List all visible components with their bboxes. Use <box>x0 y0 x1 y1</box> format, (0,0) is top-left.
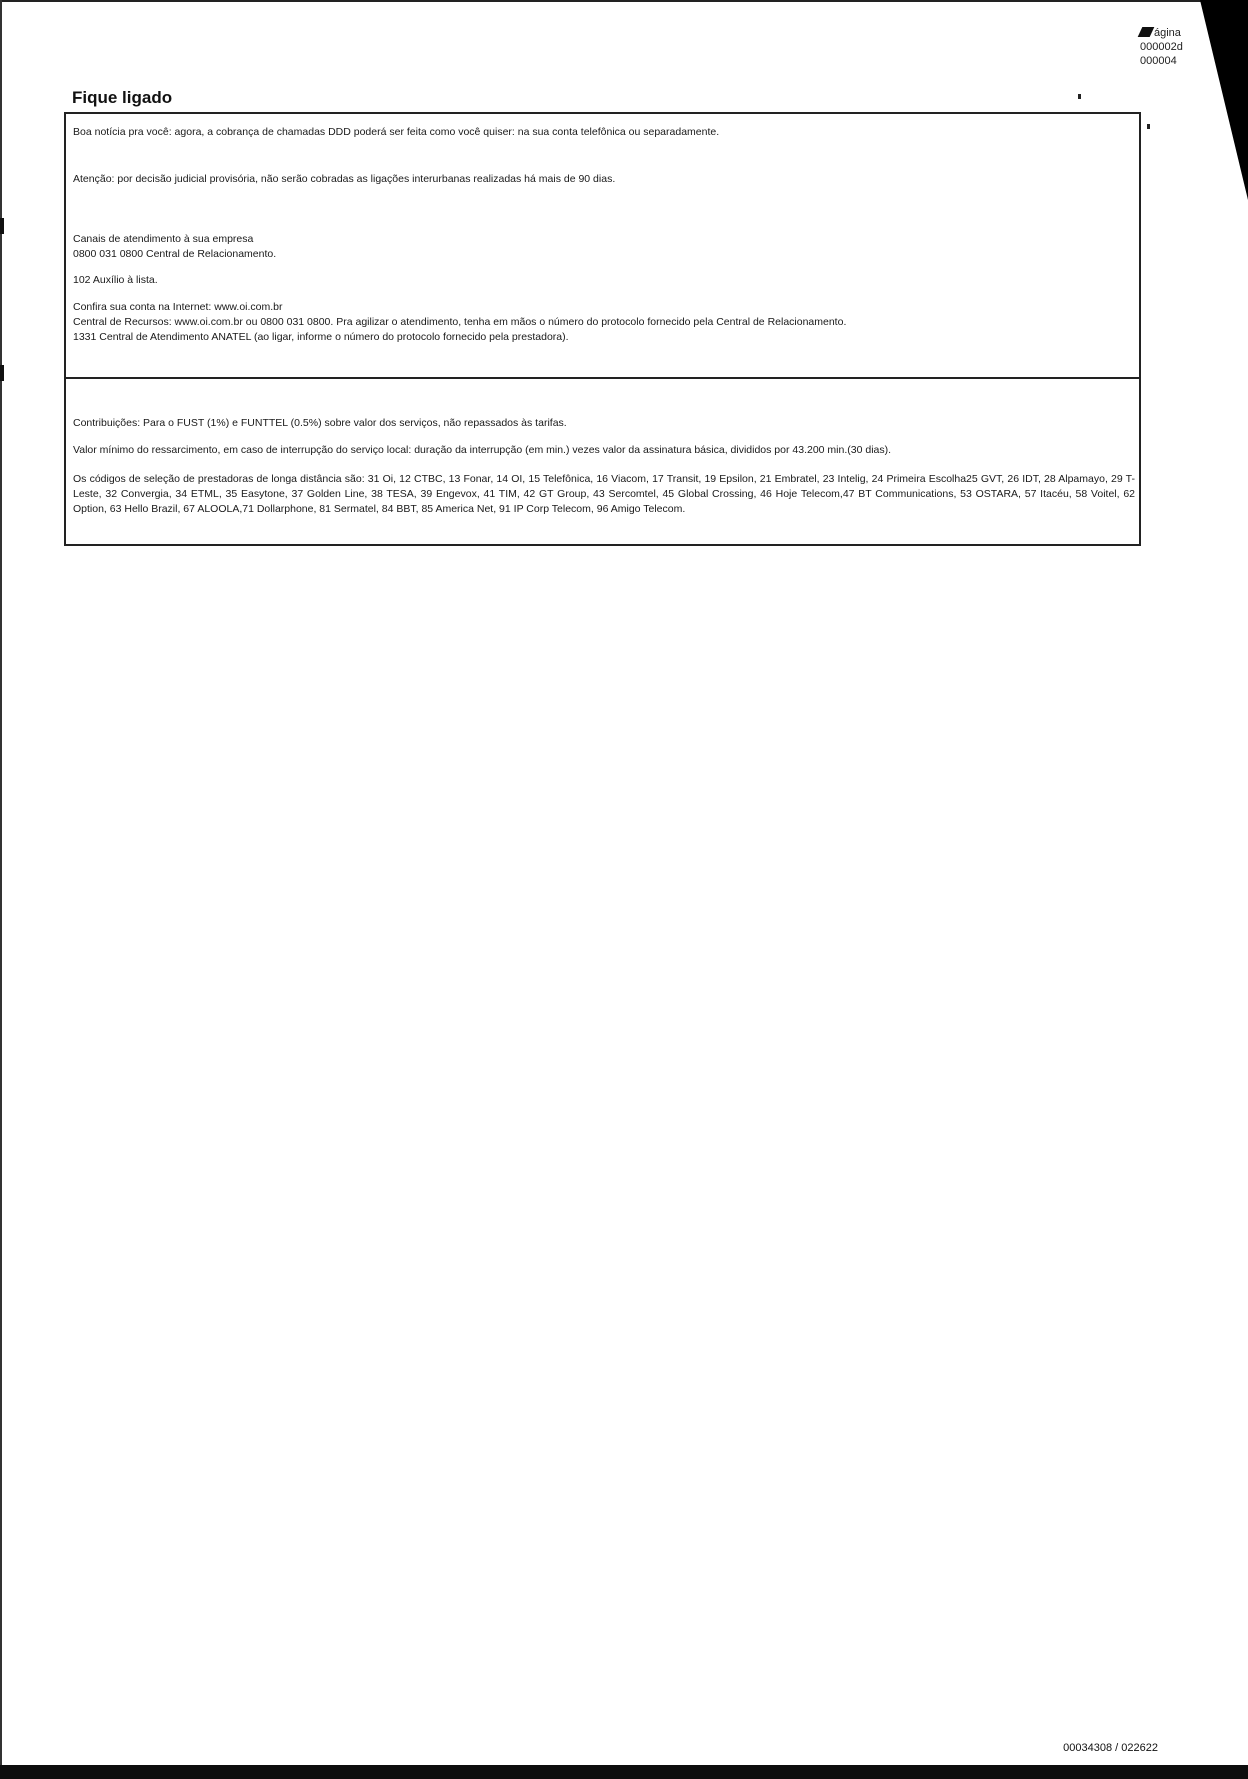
scan-left-edge <box>0 0 2 1779</box>
carrier-codes-info: Os códigos de seleção de prestadoras de longa distância são: 31 Oi, 12 CTBC, 13 Fonar, 14 OI, 15 Telefônica, 16 Viacom, 17 Transit, 19 Epsilon, 21 Embratel, 23 Intelig, 24 Primeira Escolha25 GVT, 26 IDT, 28 Alpamayo, 29 T-Leste, 32 Convergia, 34 ETML, 35 Easytone, 37 Golden Line, 38 TESA, 39 Engevox, 41 TIM, 42 GT Group, 43 Sercomtel, 45 Global Crossing, 46 Hoje Telecom,47 BT Communications, 53 OSTARA, 57 Itacéu, 58 Voitel, 62 Option, 63 Hello Brazil, 67 ALOOLA,71 Dollarphone, 81 Sermatel, 84 BBT, 85 America Net, 91 IP Corp Telecom, 96 Amigo Telecom. <box>73 473 1135 515</box>
minimum-refund-info: Valor mínimo do ressarcimento, em caso de interrupção do serviço local: duração da interrupção (em min.) vezes valor da assinatura básica, divididos por 43.200 min.(30 dias). <box>73 444 892 456</box>
page-current: 000002 <box>1140 41 1177 53</box>
scan-left-tick <box>0 218 4 234</box>
scan-mark-icon <box>1138 27 1155 37</box>
scan-left-tick <box>0 365 4 381</box>
channel-central: 0800 031 0800 Central de Relacionamento. <box>73 248 277 260</box>
resources-notice: Central de Recursos: www.oi.com.br ou 0800 031 0800. Pra agilizar o atendimento, tenha em mãos o número do protocolo fornecido pela Central de Relacionamento. <box>73 316 847 328</box>
good-news-notice: Boa notícia pra você: agora, a cobrança de chamadas DDD poderá ser feita como você quiser: na sua conta telefônica ou separadamente. <box>73 126 720 138</box>
section-divider <box>66 377 1139 379</box>
notice-box <box>64 112 1141 546</box>
contributions-info: Contribuições: Para o FUST (1%) e FUNTTEL (0.5%) sobre valor dos serviços, não repassados às tarifas. <box>73 417 567 429</box>
page-title: Fique ligado <box>72 88 173 107</box>
page-indicator <box>1140 26 1183 68</box>
attention-notice: Atenção: por decisão judicial provisória, não serão cobradas as ligações interurbanas realizadas há mais de 90 dias. <box>73 173 616 185</box>
channels-heading: Canais de atendimento à sua empresa <box>73 233 254 245</box>
anatel-notice: 1331 Central de Atendimento ANATEL (ao ligar, informe o número do protocolo fornecido pela prestadora). <box>73 331 569 343</box>
scan-top-edge <box>0 0 1248 2</box>
page-current-suffix: d <box>1176 41 1183 53</box>
stray-mark <box>1147 124 1150 129</box>
page-label: ágina <box>1154 27 1181 39</box>
stray-mark <box>1078 94 1081 99</box>
document-number: 00034308 / 022622 <box>1063 1742 1158 1754</box>
scan-bottom-edge <box>0 1765 1248 1779</box>
online-bill-notice: Confira sua conta na Internet: www.oi.com.br <box>73 301 283 313</box>
page-total: 000004 <box>1140 55 1177 67</box>
channel-help: 102 Auxílio à lista. <box>73 274 158 286</box>
